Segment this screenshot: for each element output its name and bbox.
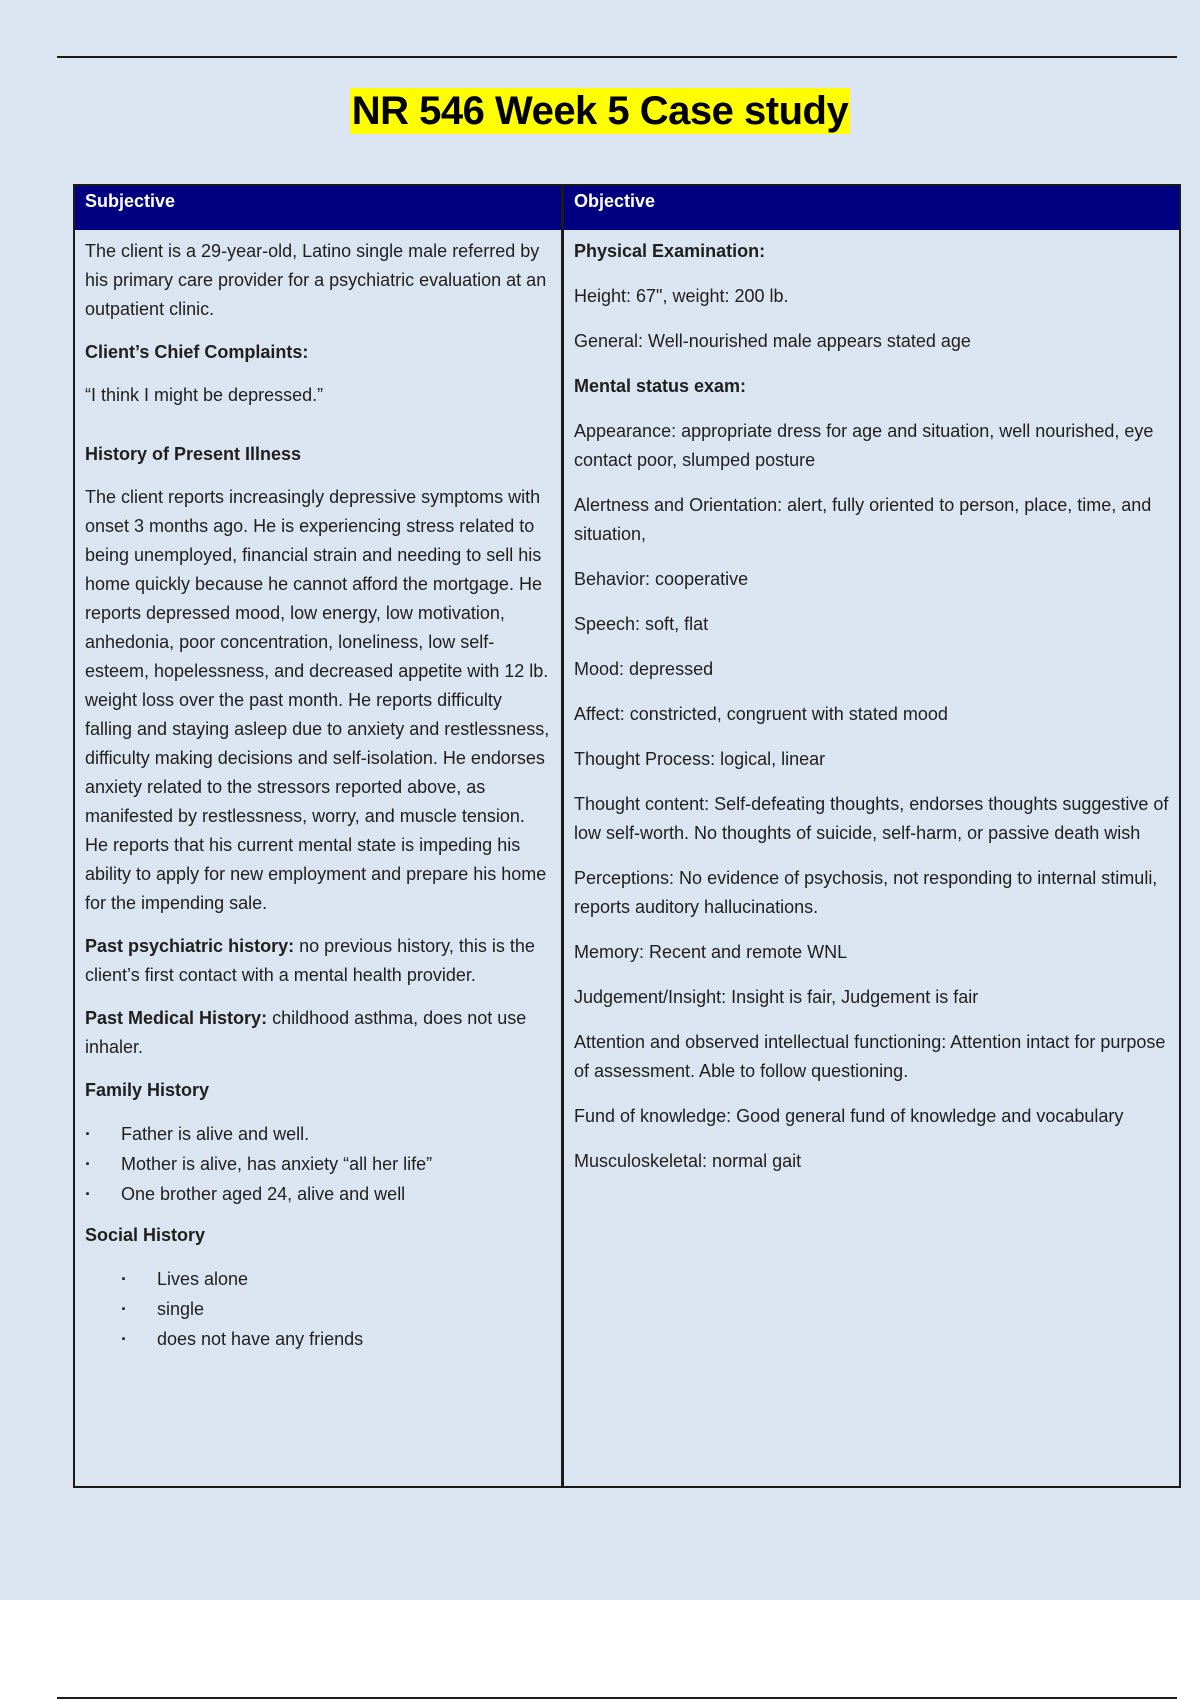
mse-fund-of-knowledge: Fund of knowledge: Good general fund of knowledge and vocabulary: [574, 1106, 1124, 1126]
past-psych-label: Past psychiatric history:: [85, 936, 295, 956]
mse-thought-content: Thought content: Self-defeating thoughts, endorses thoughts suggestive of low self-worth. No thoughts of suicide, self-harm, or passive death wish: [574, 794, 1169, 843]
hpi-text: The client reports increasingly depressive symptoms with onset 3 months ago. He is experiencing stress related to being unemployed, financial strain and needing to sell his home quickly because he cannot afford the mortgage. He reports depressed mood, low energy, low motivation, anhedonia, poor concentration, loneliness, low self-esteem, hopelessness, and decreased appetite with 12 lb. weight loss over the past month. He reports difficulty falling and staying asleep due to anxiety and restlessness, difficulty making decisions and self-isolation. He endorses anxiety related to the stressors reported above, as manifested by restlessness, worry, and muscle tension. He reports that his current mental state is impeding his ability to apply for new employment and prepare his home for the impending sale.: [85, 487, 550, 913]
mse-affect: Affect: constricted, congruent with stated mood: [574, 704, 948, 724]
subjective-body: [75, 230, 561, 1366]
mse-attention: Attention and observed intellectual functioning: Attention intact for purpose of assessment. Able to follow questioning.: [574, 1032, 1166, 1081]
mse-speech: Speech: soft, flat: [574, 614, 709, 634]
family-history-item: · One brother aged 24, alive and well: [85, 1179, 551, 1209]
mse-heading: Mental status exam:: [574, 376, 747, 396]
past-psych-history: [85, 932, 551, 990]
height-weight: Height: 67", weight: 200 lb.: [574, 286, 789, 306]
case-study-table: [73, 184, 1181, 1488]
mse-thought-process: Thought Process: logical, linear: [574, 749, 826, 769]
family-history-list: [85, 1119, 551, 1209]
past-medical-label: Past Medical History:: [85, 1008, 268, 1028]
objective-header: Objective: [564, 186, 1179, 230]
physical-exam-heading: Physical Examination:: [574, 241, 766, 261]
past-medical-text: childhood asthma, does not use inhaler.: [85, 1008, 527, 1057]
social-history-item: · Lives alone: [85, 1264, 551, 1294]
mse-perceptions: Perceptions: No evidence of psychosis, not responding to internal stimuli, reports auditory hallucinations.: [574, 868, 1158, 917]
objective-body: [564, 230, 1179, 1192]
social-history-item: · single: [85, 1294, 551, 1324]
hpi-heading: History of Present Illness: [85, 444, 302, 464]
past-psych-text: no previous history, this is the client’s first contact with a mental health provider.: [85, 936, 535, 985]
social-history-item: · does not have any friends: [85, 1324, 551, 1354]
title-container: [0, 88, 1200, 134]
top-rule: [57, 56, 1177, 58]
general-appearance: General: Well-nourished male appears stated age: [574, 331, 971, 351]
mse-appearance: Appearance: appropriate dress for age and situation, well nourished, eye contact poor, slumped posture: [574, 421, 1154, 470]
mse-mood: Mood: depressed: [574, 659, 714, 679]
subjective-column: [75, 186, 564, 1486]
subjective-intro: The client is a 29-year-old, Latino single male referred by his primary care provider for a psychiatric evaluation at an outpatient clinic.: [85, 241, 547, 319]
objective-column: [564, 186, 1179, 1486]
mse-memory: Memory: Recent and remote WNL: [574, 942, 848, 962]
family-history-item: · Mother is alive, has anxiety “all her life”: [85, 1149, 551, 1179]
family-history-heading: Family History: [85, 1080, 210, 1100]
mse-judgement: Judgement/Insight: Insight is fair, Judgement is fair: [574, 987, 979, 1007]
bottom-rule: [57, 1697, 1177, 1699]
chief-complaints-heading: Client’s Chief Complaints:: [85, 342, 309, 362]
subjective-header: Subjective: [75, 186, 561, 230]
mse-behavior: Behavior: cooperative: [574, 569, 749, 589]
family-history-item: · Father is alive and well.: [85, 1119, 551, 1149]
page-title: NR 546 Week 5 Case study: [351, 89, 849, 133]
social-history-heading: Social History: [85, 1225, 206, 1245]
past-medical-history: [85, 1004, 551, 1062]
chief-complaints-quote: “I think I might be depressed.”: [85, 385, 324, 405]
social-history-list: [85, 1264, 551, 1354]
musculoskeletal: Musculoskeletal: normal gait: [574, 1151, 802, 1171]
mse-alertness: Alertness and Orientation: alert, fully oriented to person, place, time, and situation,: [574, 495, 1152, 544]
